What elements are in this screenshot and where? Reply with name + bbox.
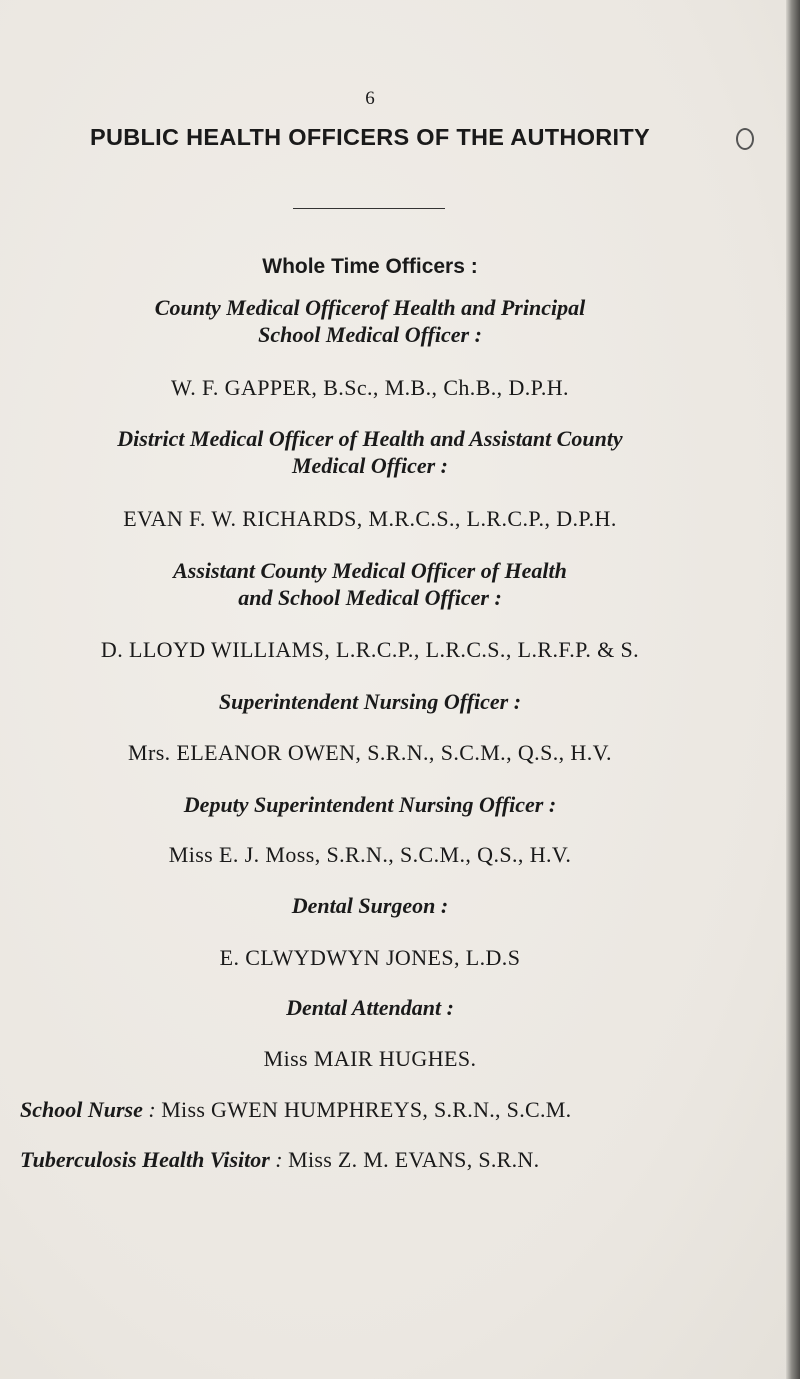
role-line: District Medical Officer of Health and Assistant County	[117, 426, 623, 451]
role-line: Dental Attendant :	[286, 995, 454, 1020]
role-line: County Medical Officerof Health and Principal	[154, 295, 586, 320]
role-line: and School Medical Officer :	[238, 585, 502, 610]
role-line: School Medical Officer :	[258, 322, 482, 347]
inline-separator: :	[142, 1097, 162, 1122]
officer-role	[0, 425, 740, 479]
page-edge-shadow	[786, 0, 800, 1379]
inline-officer-name: Miss GWEN HUMPHREYS, S.R.N., S.C.M.	[161, 1097, 572, 1122]
officer-role	[0, 791, 740, 818]
role-line: Assistant County Medical Officer of Health	[173, 558, 567, 583]
officer-name: Miss E. J. Moss, S.R.N., S.C.M., Q.S., H.V.	[168, 842, 572, 867]
page-title: PUBLIC HEALTH OFFICERS OF THE AUTHORITY	[89, 124, 650, 150]
inline-role-label: School Nurse	[20, 1097, 143, 1122]
inline-role-label: Tuberculosis Health Visitor	[20, 1147, 270, 1172]
officer-role	[0, 688, 740, 715]
role-line: Dental Surgeon :	[291, 893, 449, 918]
officer-name: EVAN F. W. RICHARDS, M.R.C.S., L.R.C.P., D.P.H.	[123, 506, 617, 531]
officer-role	[0, 994, 740, 1021]
officer-role	[0, 892, 740, 919]
officer-name: W. F. GAPPER, B.Sc., M.B., Ch.B., D.P.H.	[171, 375, 569, 400]
officer-role	[0, 294, 740, 348]
officer-name: Miss MAIR HUGHES.	[263, 1046, 477, 1071]
officer-name: Mrs. ELEANOR OWEN, S.R.N., S.C.M., Q.S., H.V.	[128, 740, 612, 765]
role-line: Deputy Superintendent Nursing Officer :	[183, 792, 557, 817]
officer-name: E. CLWYDWYN JONES, L.D.S	[219, 945, 521, 970]
role-line: Superintendent Nursing Officer :	[218, 689, 522, 714]
inline-officer-name: Miss Z. M. EVANS, S.R.N.	[288, 1147, 540, 1172]
inline-officer-row	[20, 1147, 760, 1173]
inline-separator: :	[269, 1147, 289, 1172]
section-title: Whole Time Officers :	[262, 255, 478, 278]
officer-name: D. LLOYD WILLIAMS, L.R.C.P., L.R.C.S., L.R.F.P. & S.	[100, 637, 640, 662]
role-line: Medical Officer :	[292, 453, 448, 478]
inline-officer-row	[20, 1097, 760, 1123]
divider-rule	[293, 208, 445, 209]
officer-role	[0, 557, 740, 611]
page-number: 6	[365, 88, 375, 109]
